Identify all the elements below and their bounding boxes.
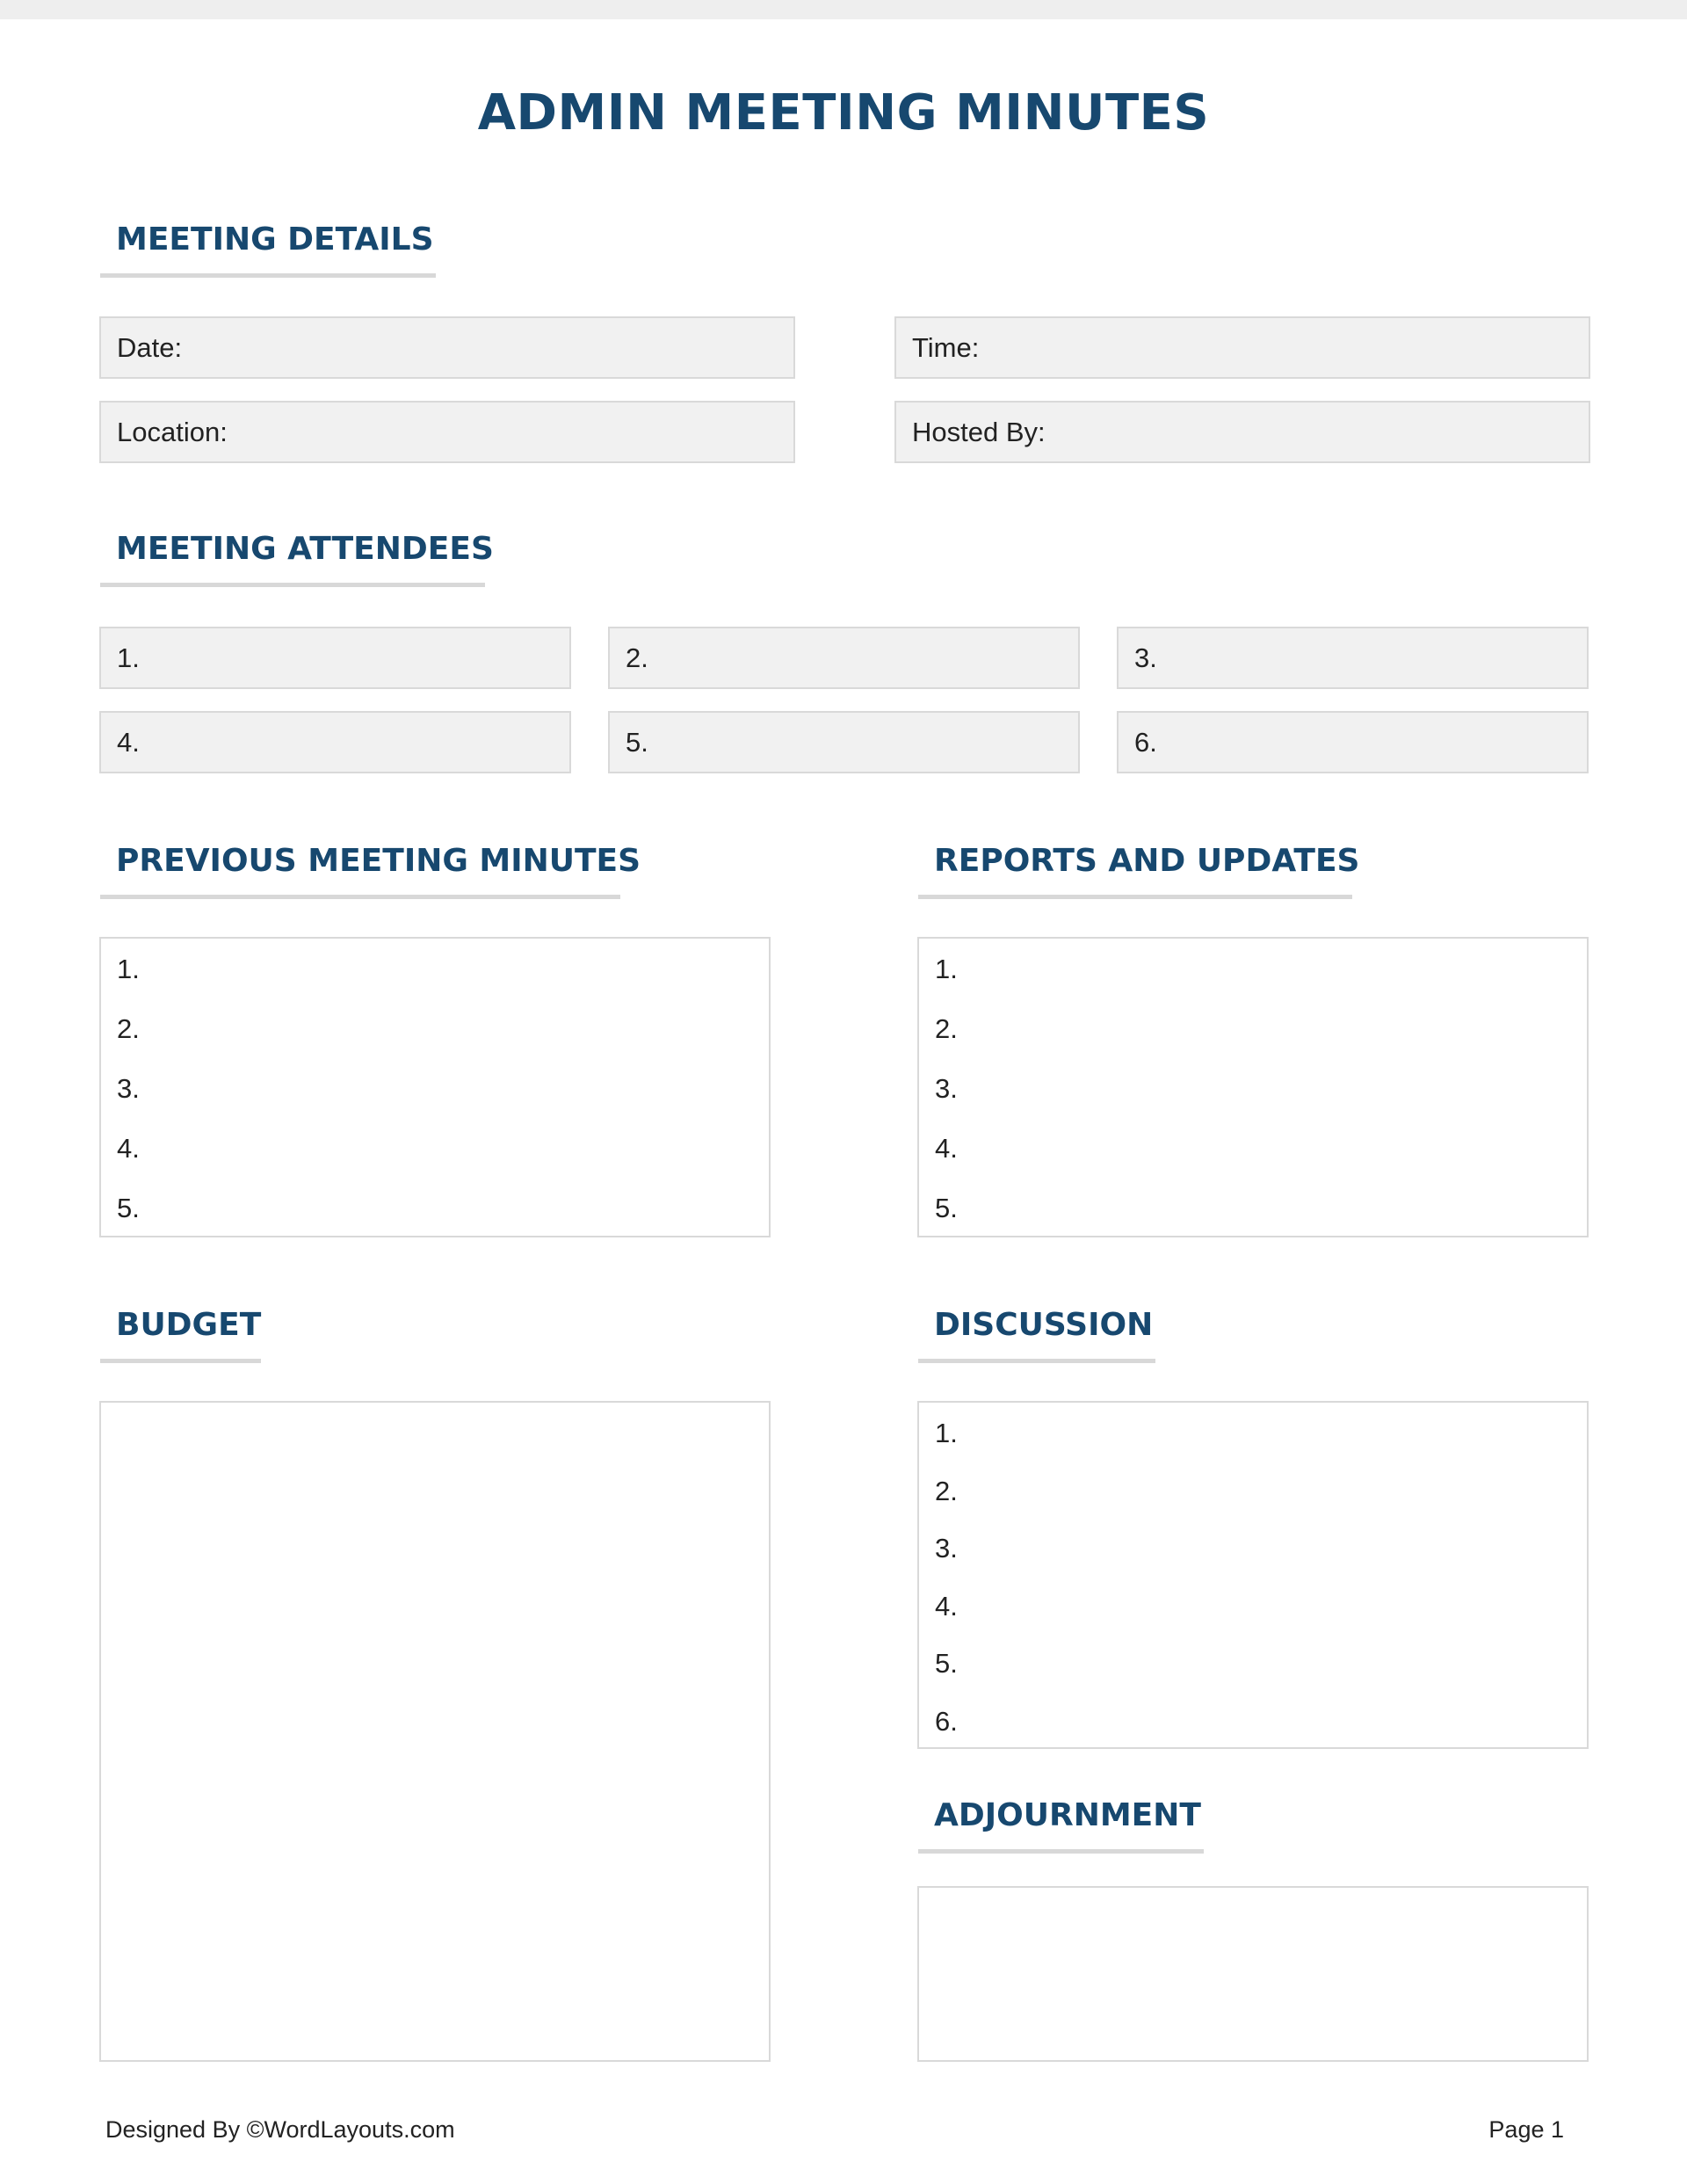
reports-updates-box[interactable] [917,937,1589,1237]
meeting-attendees-heading [100,527,494,587]
previous-minutes-heading-text: PREVIOUS MEETING MINUTES [116,843,641,879]
list-item: 1. [117,954,140,984]
time-field[interactable]: Time: [894,316,1590,379]
list-item: 3. [935,1073,958,1104]
reports-updates-heading-text: REPORTS AND UPDATES [934,843,1360,879]
attendee-field-3[interactable]: 3. [1117,627,1589,689]
list-item: 1. [935,1418,958,1448]
attendee-field-5[interactable]: 5. [608,711,1080,773]
list-item: 2. [935,1476,958,1506]
reports-updates-heading [918,839,1360,899]
list-item: 4. [935,1133,958,1164]
list-item: 4. [935,1591,958,1622]
budget-heading-text: BUDGET [116,1307,262,1343]
list-item: 3. [935,1533,958,1564]
list-item: 6. [935,1706,958,1737]
designed-by-credit: Designed By ©WordLayouts.com [105,2116,455,2143]
list-item: 5. [935,1648,958,1679]
attendee-field-1[interactable]: 1. [99,627,571,689]
adjournment-box[interactable] [917,1886,1589,2062]
meeting-attendees-heading-text: MEETING ATTENDEES [116,531,494,567]
location-field[interactable]: Location: [99,401,795,463]
budget-box[interactable] [99,1401,771,2062]
meeting-details-heading [100,218,436,278]
attendee-field-2[interactable]: 2. [608,627,1080,689]
attendee-field-4[interactable]: 4. [99,711,571,773]
date-field[interactable]: Date: [99,316,795,379]
meeting-details-heading-text: MEETING DETAILS [116,221,434,258]
list-item: 2. [935,1013,958,1044]
hosted-by-field[interactable]: Hosted By: [894,401,1590,463]
adjournment-heading-text: ADJOURNMENT [934,1797,1201,1833]
list-item: 5. [935,1193,958,1223]
budget-heading [100,1303,261,1363]
top-bar [0,0,1687,19]
attendee-field-6[interactable]: 6. [1117,711,1589,773]
previous-minutes-heading [100,839,641,899]
discussion-box[interactable] [917,1401,1589,1749]
page-number: Page 1 [1488,2116,1564,2143]
discussion-heading [918,1303,1155,1363]
previous-minutes-box[interactable] [99,937,771,1237]
list-item: 5. [117,1193,140,1223]
list-item: 2. [117,1013,140,1044]
document-title: ADMIN MEETING MINUTES [477,84,1210,141]
adjournment-heading [918,1794,1204,1854]
list-item: 1. [935,954,958,984]
list-item: 4. [117,1133,140,1164]
discussion-heading-text: DISCUSSION [934,1307,1154,1343]
list-item: 3. [117,1073,140,1104]
